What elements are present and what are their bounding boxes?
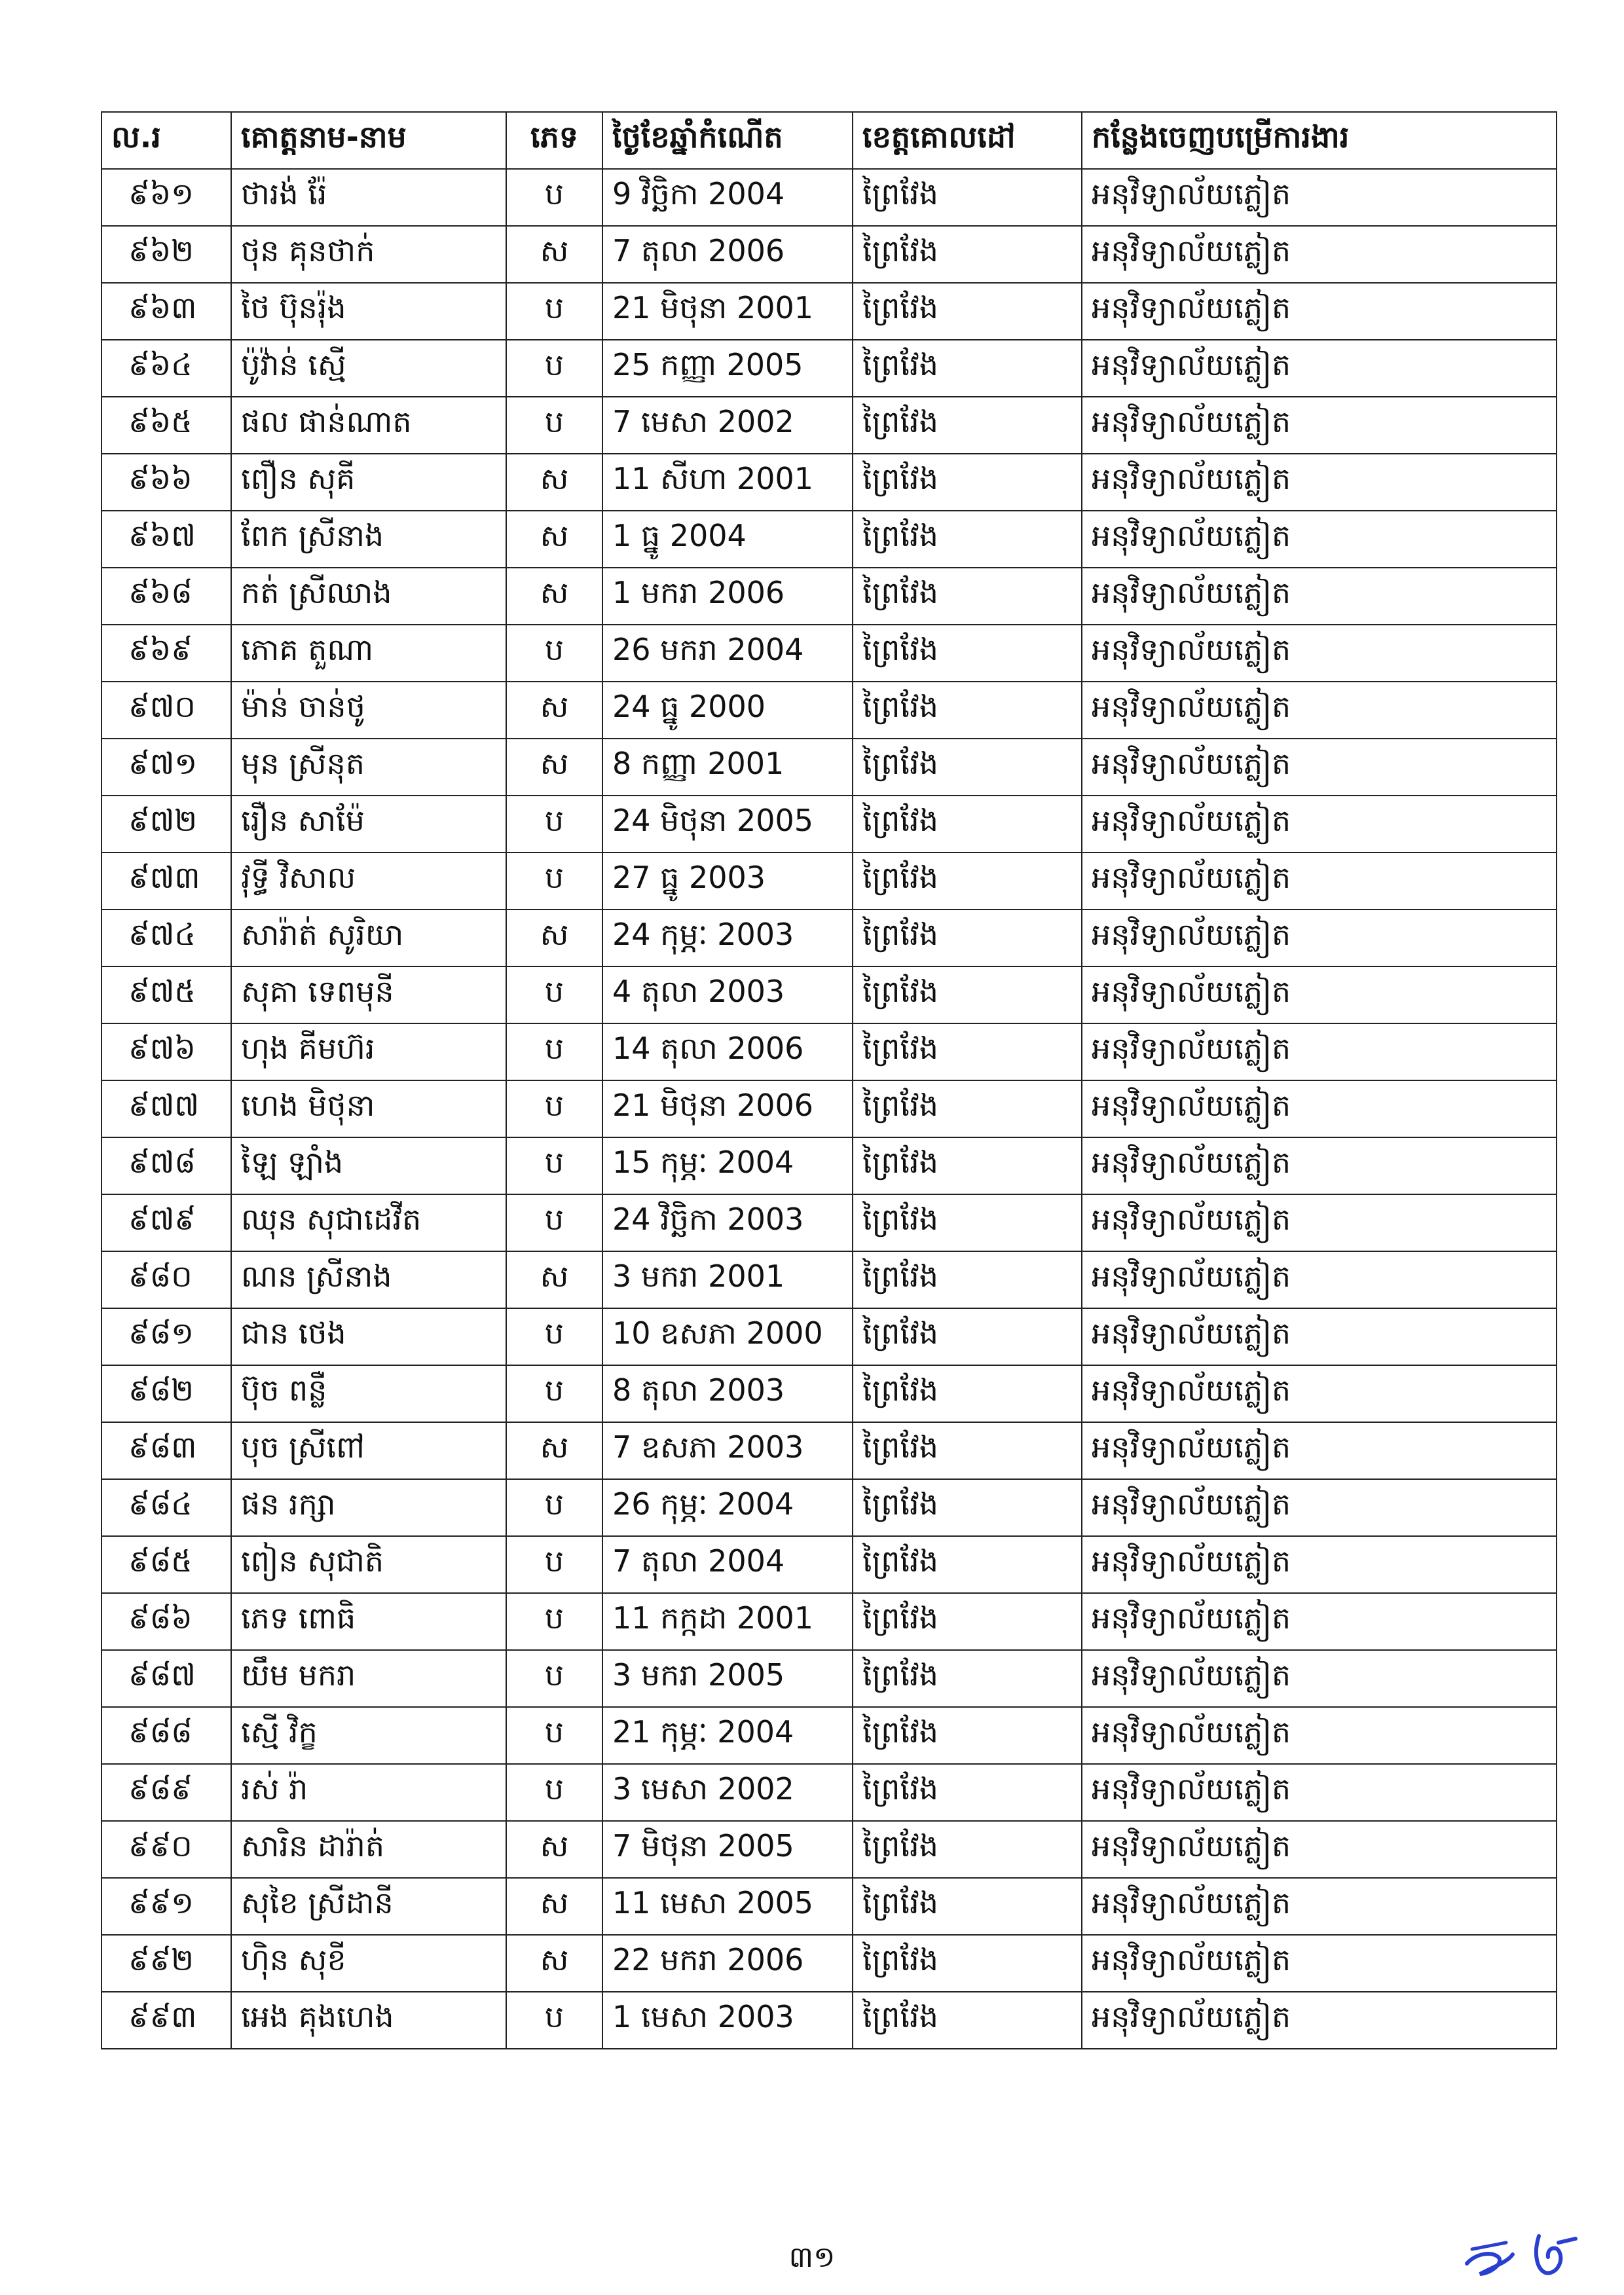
table-row [101, 568, 1557, 625]
table-row [101, 1593, 1557, 1650]
cell-number: ៩៧២ [101, 796, 231, 853]
cell-sex: ប [506, 1194, 602, 1251]
cell-birthdate: 3 មេសា 2002 [602, 1764, 853, 1821]
table-row [101, 340, 1557, 397]
cell-number: ៩៧៤ [101, 909, 231, 966]
cell-workplace: អនុវិទ្យាល័យភ្លៀត [1082, 1593, 1557, 1650]
cell-name: សារ៉ាត់ សូរិយា [231, 909, 506, 966]
cell-name: ហុង គីមហ៊រ [231, 1023, 506, 1080]
cell-workplace: អនុវិទ្យាល័យភ្លៀត [1082, 1422, 1557, 1479]
cell-number: ៩៨០ [101, 1251, 231, 1308]
cell-name: ជាន ថេង [231, 1308, 506, 1365]
table-row [101, 1251, 1557, 1308]
cell-province: ព្រៃវែង [853, 1080, 1082, 1137]
cell-name: ពែក ស្រីនាង [231, 511, 506, 568]
cell-sex: ប [506, 966, 602, 1023]
cell-name: ស្មើ វិក្ខ [231, 1707, 506, 1764]
table-row [101, 1536, 1557, 1593]
cell-birthdate: 1 មករា 2006 [602, 568, 853, 625]
cell-number: ៩៨១ [101, 1308, 231, 1365]
header-workplace: កន្លែងចេញបម្រើការងារ [1082, 112, 1557, 169]
cell-sex: ប [506, 1080, 602, 1137]
cell-sex: ប [506, 853, 602, 909]
cell-workplace: អនុវិទ្យាល័យភ្លៀត [1082, 625, 1557, 682]
cell-name: សារិន ដារ៉ាត់ [231, 1821, 506, 1878]
cell-workplace: អនុវិទ្យាល័យភ្លៀត [1082, 909, 1557, 966]
cell-number: ៩៧៣ [101, 853, 231, 909]
cell-workplace: អនុវិទ្យាល័យភ្លៀត [1082, 1764, 1557, 1821]
cell-workplace: អនុវិទ្យាល័យភ្លៀត [1082, 739, 1557, 796]
table-row [101, 1422, 1557, 1479]
cell-province: ព្រៃវែង [853, 1479, 1082, 1536]
cell-sex: ស [506, 568, 602, 625]
cell-name: កត់ ស្រីឈាង [231, 568, 506, 625]
cell-sex: ប [506, 1479, 602, 1536]
table-row [101, 1650, 1557, 1707]
cell-birthdate: 26 មករា 2004 [602, 625, 853, 682]
cell-province: ព្រៃវែង [853, 1764, 1082, 1821]
cell-name: ម៉ាន់ ចាន់ថូ [231, 682, 506, 739]
cell-sex: ប [506, 1308, 602, 1365]
cell-birthdate: 7 ឧសភា 2003 [602, 1422, 853, 1479]
cell-number: ៩៨២ [101, 1365, 231, 1422]
cell-name: ឡៃ ឡាំង [231, 1137, 506, 1194]
table-row [101, 1479, 1557, 1536]
cell-name: ថៃ ប៊ុនរ៉ុង [231, 283, 506, 340]
table-row [101, 625, 1557, 682]
cell-birthdate: 15 កុម្ភៈ 2004 [602, 1137, 853, 1194]
cell-workplace: អនុវិទ្យាល័យភ្លៀត [1082, 1878, 1557, 1935]
table-row [101, 1080, 1557, 1137]
cell-birthdate: 10 ឧសភា 2000 [602, 1308, 853, 1365]
cell-number: ៩៨៥ [101, 1536, 231, 1593]
cell-name: មុន ស្រីនុត [231, 739, 506, 796]
cell-number: ៩៧៦ [101, 1023, 231, 1080]
cell-sex: ស [506, 1422, 602, 1479]
cell-workplace: អនុវិទ្យាល័យភ្លៀត [1082, 226, 1557, 283]
table-row [101, 682, 1557, 739]
cell-province: ព្រៃវែង [853, 1365, 1082, 1422]
cell-sex: ប [506, 283, 602, 340]
cell-birthdate: 21 មិថុនា 2001 [602, 283, 853, 340]
table-row [101, 1137, 1557, 1194]
cell-name: ប៉ូវ៉ាន់ ស្មើ [231, 340, 506, 397]
cell-province: ព្រៃវែង [853, 1137, 1082, 1194]
table-row [101, 283, 1557, 340]
cell-name: សុខៃ ស្រីដានី [231, 1878, 506, 1935]
cell-name: រស់ រ៉ា [231, 1764, 506, 1821]
cell-name: ពឿន សុគី [231, 454, 506, 511]
cell-sex: ស [506, 682, 602, 739]
cell-province: ព្រៃវែង [853, 739, 1082, 796]
cell-workplace: អនុវិទ្យាល័យភ្លៀត [1082, 1935, 1557, 1992]
cell-sex: ស [506, 454, 602, 511]
cell-sex: ប [506, 397, 602, 454]
cell-workplace: អនុវិទ្យាល័យភ្លៀត [1082, 283, 1557, 340]
cell-sex: ស [506, 739, 602, 796]
table-row [101, 909, 1557, 966]
cell-number: ៩៨៨ [101, 1707, 231, 1764]
cell-workplace: អនុវិទ្យាល័យភ្លៀត [1082, 1650, 1557, 1707]
cell-number: ៩៨៧ [101, 1650, 231, 1707]
cell-name: ផល ផាន់ណាត [231, 397, 506, 454]
table-row [101, 397, 1557, 454]
cell-number: ៩៨៩ [101, 1764, 231, 1821]
cell-sex: ស [506, 226, 602, 283]
cell-birthdate: 25 កញ្ញា 2005 [602, 340, 853, 397]
cell-number: ៩៦៣ [101, 283, 231, 340]
cell-sex: ប [506, 1137, 602, 1194]
cell-birthdate: 3 មករា 2005 [602, 1650, 853, 1707]
cell-name: ថារង់ រ៉ែ [231, 169, 506, 226]
cell-birthdate: 8 កញ្ញា 2001 [602, 739, 853, 796]
cell-birthdate: 24 កុម្ភៈ 2003 [602, 909, 853, 966]
cell-workplace: អនុវិទ្យាល័យភ្លៀត [1082, 1137, 1557, 1194]
cell-name: ភោគ តួណា [231, 625, 506, 682]
cell-sex: ស [506, 1251, 602, 1308]
cell-name: វុទ្ធី វិសាល [231, 853, 506, 909]
cell-sex: ប [506, 1650, 602, 1707]
cell-province: ព្រៃវែង [853, 1878, 1082, 1935]
cell-province: ព្រៃវែង [853, 1194, 1082, 1251]
table-row [101, 226, 1557, 283]
header-province: ខេត្តគោលដៅ [853, 112, 1082, 169]
table-row [101, 511, 1557, 568]
cell-birthdate: 7 មិថុនា 2005 [602, 1821, 853, 1878]
table-row [101, 1935, 1557, 1992]
cell-workplace: អនុវិទ្យាល័យភ្លៀត [1082, 568, 1557, 625]
cell-number: ៩៦២ [101, 226, 231, 283]
cell-workplace: អនុវិទ្យាល័យភ្លៀត [1082, 1992, 1557, 2049]
cell-birthdate: 7 មេសា 2002 [602, 397, 853, 454]
cell-workplace: អនុវិទ្យាល័យភ្លៀត [1082, 1821, 1557, 1878]
cell-birthdate: 27 ធ្នូ 2003 [602, 853, 853, 909]
cell-name: យឹម មករា [231, 1650, 506, 1707]
cell-workplace: អនុវិទ្យាល័យភ្លៀត [1082, 1536, 1557, 1593]
cell-workplace: អនុវិទ្យាល័យភ្លៀត [1082, 1308, 1557, 1365]
cell-workplace: អនុវិទ្យាល័យភ្លៀត [1082, 853, 1557, 909]
table-row [101, 1023, 1557, 1080]
cell-province: ព្រៃវែង [853, 283, 1082, 340]
cell-workplace: អនុវិទ្យាល័យភ្លៀត [1082, 1080, 1557, 1137]
table-row [101, 1878, 1557, 1935]
cell-number: ៩៩២ [101, 1935, 231, 1992]
cell-sex: ស [506, 909, 602, 966]
table-row [101, 1194, 1557, 1251]
cell-number: ៩៧៧ [101, 1080, 231, 1137]
cell-province: ព្រៃវែង [853, 909, 1082, 966]
cell-number: ៩៨៦ [101, 1593, 231, 1650]
cell-province: ព្រៃវែង [853, 1422, 1082, 1479]
table-header-row [101, 112, 1557, 169]
cell-birthdate: 11 មេសា 2005 [602, 1878, 853, 1935]
cell-province: ព្រៃវែង [853, 454, 1082, 511]
cell-sex: ស [506, 1935, 602, 1992]
cell-workplace: អនុវិទ្យាល័យភ្លៀត [1082, 682, 1557, 739]
handwritten-initials-icon [1460, 2216, 1591, 2288]
cell-name: អេង គុងហេង [231, 1992, 506, 2049]
cell-birthdate: 22 មករា 2006 [602, 1935, 853, 1992]
cell-number: ៩៧៥ [101, 966, 231, 1023]
cell-number: ៩៦៤ [101, 340, 231, 397]
cell-birthdate: 8 តុលា 2003 [602, 1365, 853, 1422]
header-number: ល.រ [101, 112, 231, 169]
table-row [101, 1992, 1557, 2049]
cell-province: ព្រៃវែង [853, 1251, 1082, 1308]
cell-number: ៩៦៩ [101, 625, 231, 682]
cell-sex: ប [506, 1764, 602, 1821]
table-row [101, 739, 1557, 796]
cell-province: ព្រៃវែង [853, 1821, 1082, 1878]
cell-province: ព្រៃវែង [853, 796, 1082, 853]
cell-birthdate: 7 តុលា 2004 [602, 1536, 853, 1593]
table-body [101, 169, 1557, 2049]
cell-workplace: អនុវិទ្យាល័យភ្លៀត [1082, 511, 1557, 568]
cell-name: ប៊ុច ពន្លឺ [231, 1365, 506, 1422]
cell-province: ព្រៃវែង [853, 226, 1082, 283]
table-row [101, 1365, 1557, 1422]
cell-sex: ប [506, 1023, 602, 1080]
cell-birthdate: 24 ធ្នូ 2000 [602, 682, 853, 739]
cell-birthdate: 24 វិច្ឆិកា 2003 [602, 1194, 853, 1251]
cell-workplace: អនុវិទ្យាល័យភ្លៀត [1082, 1365, 1557, 1422]
cell-sex: ប [506, 169, 602, 226]
cell-sex: ប [506, 1593, 602, 1650]
cell-number: ៩៦៦ [101, 454, 231, 511]
cell-birthdate: 14 តុលា 2006 [602, 1023, 853, 1080]
table-row [101, 1764, 1557, 1821]
cell-name: ហេង មិថុនា [231, 1080, 506, 1137]
table-row [101, 853, 1557, 909]
cell-province: ព្រៃវែង [853, 1992, 1082, 2049]
cell-workplace: អនុវិទ្យាល័យភ្លៀត [1082, 1194, 1557, 1251]
table-row [101, 1308, 1557, 1365]
cell-name: ផន រក្សា [231, 1479, 506, 1536]
cell-sex: ប [506, 1536, 602, 1593]
cell-birthdate: 26 កុម្ភៈ 2004 [602, 1479, 853, 1536]
cell-sex: ប [506, 1992, 602, 2049]
table-row [101, 1707, 1557, 1764]
cell-workplace: អនុវិទ្យាល័យភ្លៀត [1082, 1023, 1557, 1080]
cell-birthdate: 9 វិច្ឆិកា 2004 [602, 169, 853, 226]
table-row [101, 796, 1557, 853]
cell-birthdate: 11 សីហា 2001 [602, 454, 853, 511]
cell-number: ៩៧៨ [101, 1137, 231, 1194]
cell-birthdate: 4 តុលា 2003 [602, 966, 853, 1023]
cell-province: ព្រៃវែង [853, 853, 1082, 909]
cell-number: ៩៧០ [101, 682, 231, 739]
table-row [101, 454, 1557, 511]
cell-birthdate: 11 កក្កដា 2001 [602, 1593, 853, 1650]
cell-birthdate: 21 កុម្ភៈ 2004 [602, 1707, 853, 1764]
cell-birthdate: 21 មិថុនា 2006 [602, 1080, 853, 1137]
cell-number: ៩៩១ [101, 1878, 231, 1935]
cell-province: ព្រៃវែង [853, 340, 1082, 397]
cell-province: ព្រៃវែង [853, 397, 1082, 454]
cell-birthdate: 1 ធ្នូ 2004 [602, 511, 853, 568]
cell-name: ពៀន សុជាតិ [231, 1536, 506, 1593]
cell-number: ៩៦៨ [101, 568, 231, 625]
header-sex: ភេទ [506, 112, 602, 169]
cell-number: ៩៦៥ [101, 397, 231, 454]
cell-workplace: អនុវិទ្យាល័យភ្លៀត [1082, 397, 1557, 454]
cell-birthdate: 1 មេសា 2003 [602, 1992, 853, 2049]
cell-province: ព្រៃវែង [853, 1935, 1082, 1992]
cell-workplace: អនុវិទ្យាល័យភ្លៀត [1082, 454, 1557, 511]
cell-sex: ប [506, 625, 602, 682]
cell-province: ព្រៃវែង [853, 966, 1082, 1023]
cell-sex: ស [506, 1821, 602, 1878]
table-row [101, 966, 1557, 1023]
table-row [101, 1821, 1557, 1878]
cell-province: ព្រៃវែង [853, 1308, 1082, 1365]
page-number: ៣១ [788, 2241, 836, 2274]
cell-number: ៩៧១ [101, 739, 231, 796]
cell-province: ព្រៃវែង [853, 1707, 1082, 1764]
cell-sex: ប [506, 1365, 602, 1422]
cell-birthdate: 24 មិថុនា 2005 [602, 796, 853, 853]
cell-province: ព្រៃវែង [853, 169, 1082, 226]
cell-birthdate: 3 មករា 2001 [602, 1251, 853, 1308]
cell-workplace: អនុវិទ្យាល័យភ្លៀត [1082, 169, 1557, 226]
cell-province: ព្រៃវែង [853, 625, 1082, 682]
cell-province: ព្រៃវែង [853, 1023, 1082, 1080]
cell-workplace: អនុវិទ្យាល័យភ្លៀត [1082, 340, 1557, 397]
cell-name: បុច ស្រីពៅ [231, 1422, 506, 1479]
cell-province: ព្រៃវែង [853, 1593, 1082, 1650]
cell-birthdate: 7 តុលា 2006 [602, 226, 853, 283]
header-birthdate: ថ្ងៃខែឆ្នាំកំណើត [602, 112, 853, 169]
cell-name: សុគា ទេពមុនី [231, 966, 506, 1023]
header-name: គោត្តនាម-នាម [231, 112, 506, 169]
staff-roster-table [101, 111, 1557, 2049]
cell-name: ថុន គុនថាក់ [231, 226, 506, 283]
cell-province: ព្រៃវែង [853, 1536, 1082, 1593]
cell-sex: ប [506, 1707, 602, 1764]
cell-number: ៩៦៧ [101, 511, 231, 568]
cell-number: ៩៦១ [101, 169, 231, 226]
cell-province: ព្រៃវែង [853, 1650, 1082, 1707]
table-row [101, 169, 1557, 226]
cell-name: ហ៊ិន សុខី [231, 1935, 506, 1992]
cell-sex: ស [506, 1878, 602, 1935]
cell-sex: ប [506, 340, 602, 397]
cell-number: ៩៨៣ [101, 1422, 231, 1479]
cell-number: ៩៩៣ [101, 1992, 231, 2049]
cell-workplace: អនុវិទ្យាល័យភ្លៀត [1082, 966, 1557, 1023]
cell-sex: ស [506, 511, 602, 568]
cell-sex: ប [506, 796, 602, 853]
cell-name: ណន ស្រីនាង [231, 1251, 506, 1308]
cell-number: ៩៨៤ [101, 1479, 231, 1536]
cell-name: ភេទ ពោធិ [231, 1593, 506, 1650]
cell-number: ៩៩០ [101, 1821, 231, 1878]
cell-name: ឈុន សុជាដេវីត [231, 1194, 506, 1251]
cell-number: ៩៧៩ [101, 1194, 231, 1251]
cell-workplace: អនុវិទ្យាល័យភ្លៀត [1082, 796, 1557, 853]
cell-province: ព្រៃវែង [853, 568, 1082, 625]
cell-province: ព្រៃវែង [853, 682, 1082, 739]
cell-name: រឿន សាម៉ែ [231, 796, 506, 853]
cell-workplace: អនុវិទ្យាល័យភ្លៀត [1082, 1707, 1557, 1764]
cell-workplace: អនុវិទ្យាល័យភ្លៀត [1082, 1251, 1557, 1308]
cell-workplace: អនុវិទ្យាល័យភ្លៀត [1082, 1479, 1557, 1536]
cell-province: ព្រៃវែង [853, 511, 1082, 568]
